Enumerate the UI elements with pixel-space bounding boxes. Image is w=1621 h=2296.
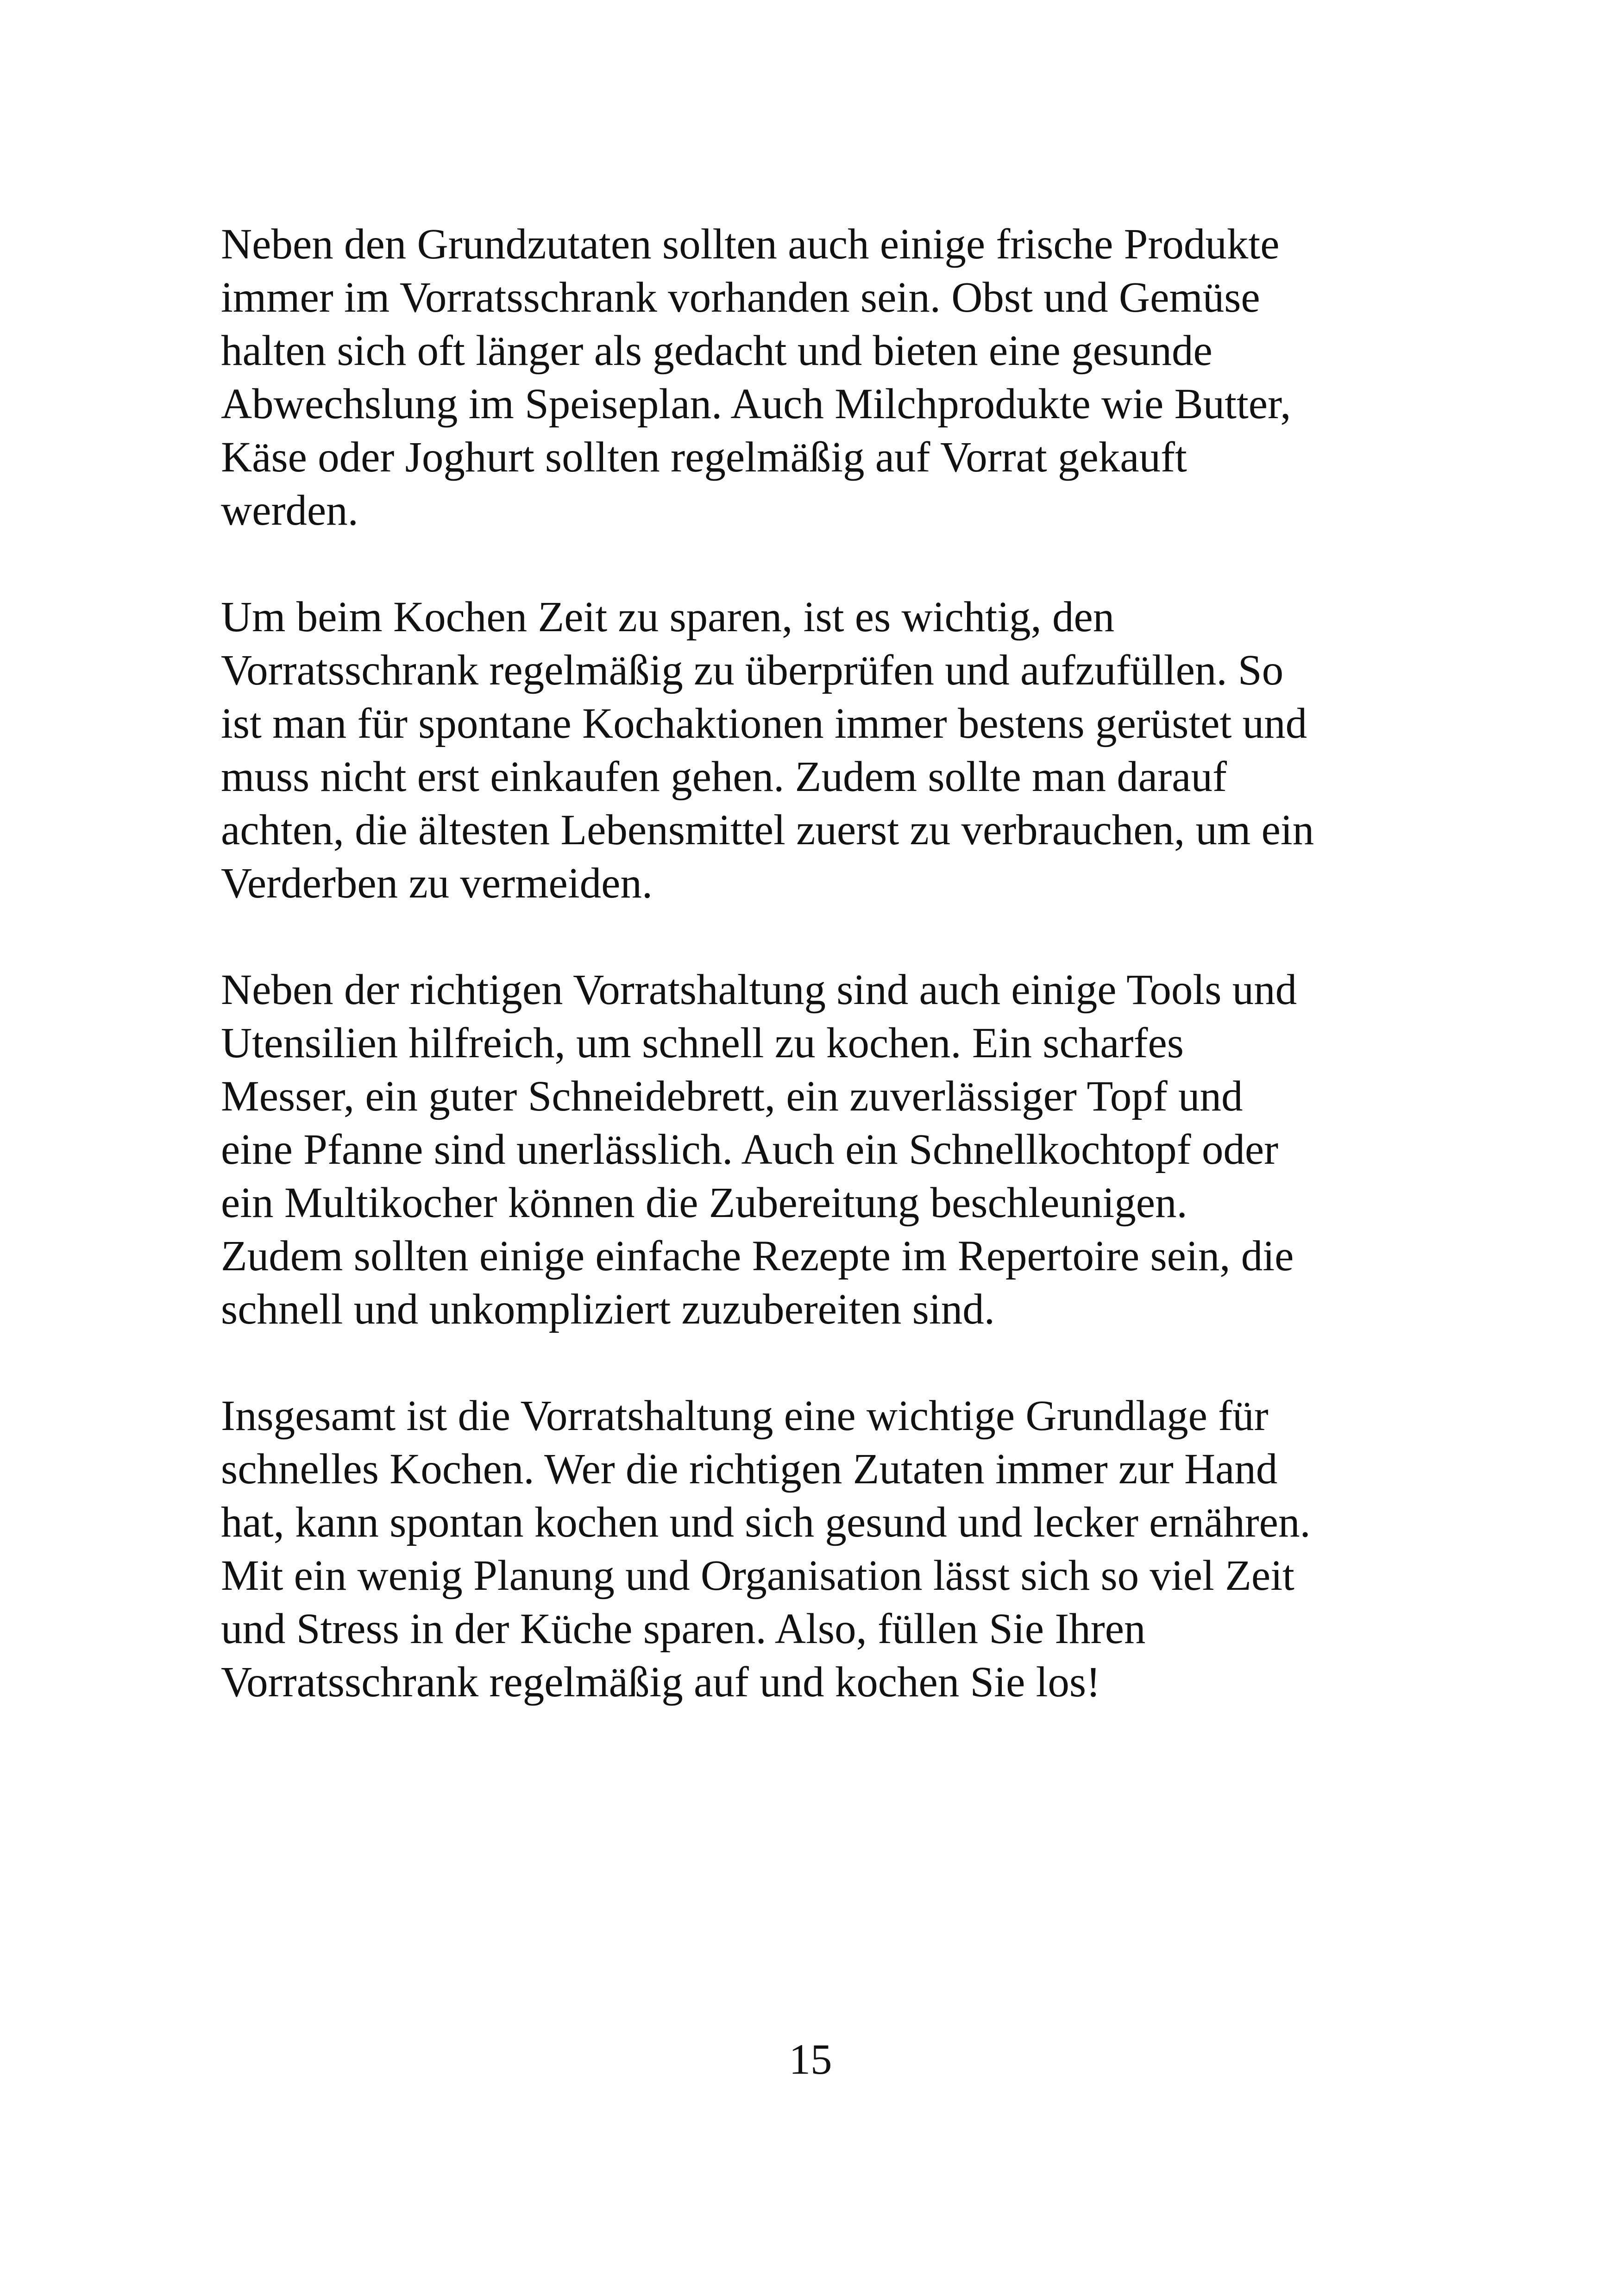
text-line: halten sich oft länger als gedacht und bieten eine gesunde (221, 327, 1213, 375)
text-line: muss nicht erst einkaufen gehen. Zudem sollte man darauf (221, 753, 1227, 801)
text-line: ist man für spontane Kochaktionen immer bestens gerüstet und (221, 700, 1307, 747)
body-text (221, 218, 1407, 1762)
page-number: 15 (789, 2036, 832, 2083)
text-line: Vorratsschrank regelmäßig zu überprüfen und aufzufüllen. So (221, 646, 1284, 694)
text-line: Abwechslung im Speiseplan. Auch Milchprodukte wie Butter, (221, 380, 1291, 428)
paragraph-fresh-products (221, 218, 1407, 537)
text-line: Utensilien hilfreich, um schnell zu kochen. Ein scharfes (221, 1019, 1184, 1067)
text-line: werden. (221, 487, 358, 534)
paragraph-save-time (221, 590, 1407, 910)
text-line: Zudem sollten einige einfache Rezepte im Repertoire sein, die (221, 1232, 1294, 1280)
text-line: eine Pfanne sind unerlässlich. Auch ein Schnellkochtopf oder (221, 1126, 1279, 1173)
text-line: Käse oder Joghurt sollten regelmäßig auf Vorrat gekauft (221, 433, 1187, 481)
text-line: Neben der richtigen Vorratshaltung sind auch einige Tools und (221, 966, 1297, 1014)
paragraph-tools (221, 963, 1407, 1336)
text-line: Mit ein wenig Planung und Organisation lässt sich so viel Zeit (221, 1552, 1294, 1600)
text-line: achten, die ältesten Lebensmittel zuerst zu verbrauchen, um ein (221, 806, 1314, 854)
text-line: Vorratsschrank regelmäßig auf und kochen Sie los! (221, 1658, 1101, 1706)
text-line: Insgesamt ist die Vorratshaltung eine wichtige Grundlage für (221, 1392, 1269, 1440)
text-line: Verderben zu vermeiden. (221, 859, 653, 907)
text-line: Messer, ein guter Schneidebrett, ein zuverlässiger Topf und (221, 1073, 1243, 1120)
text-line: ein Multikocher können die Zubereitung beschleunigen. (221, 1179, 1187, 1227)
text-line: immer im Vorratsschrank vorhanden sein. Obst und Gemüse (221, 274, 1260, 321)
text-line: schnell und unkompliziert zuzubereiten sind. (221, 1286, 995, 1333)
paragraph-conclusion (221, 1389, 1407, 1709)
text-line: hat, kann spontan kochen und sich gesund und lecker ernähren. (221, 1499, 1311, 1546)
text-line: Neben den Grundzutaten sollten auch einige frische Produkte (221, 220, 1280, 268)
text-line: Um beim Kochen Zeit zu sparen, ist es wichtig, den (221, 593, 1115, 641)
text-line: schnelles Kochen. Wer die richtigen Zutaten immer zur Hand (221, 1445, 1278, 1493)
text-line: und Stress in der Küche sparen. Also, füllen Sie Ihren (221, 1605, 1146, 1653)
